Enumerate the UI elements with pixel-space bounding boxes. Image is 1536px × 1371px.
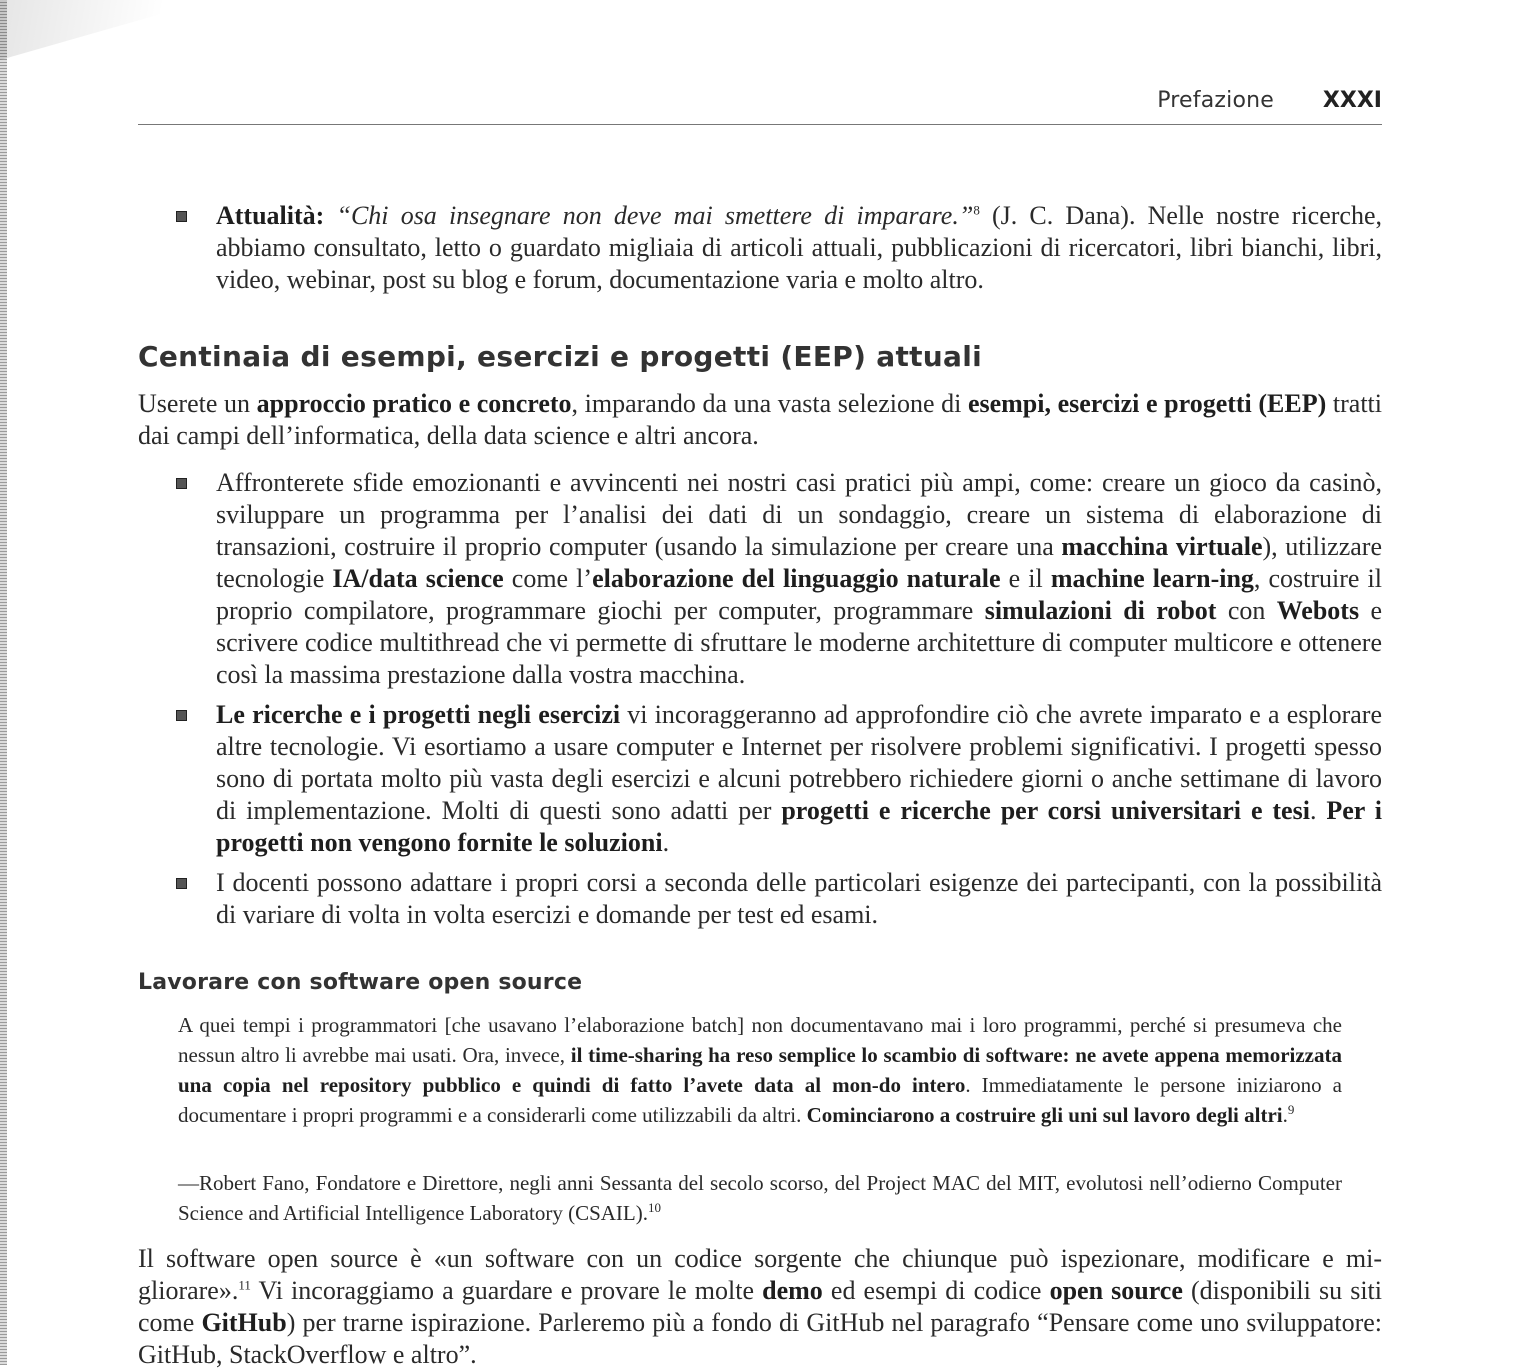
footnote-ref: 11 [238, 1277, 251, 1293]
epigraph-quote: A quei tempi i programmatori [che usavano l’elaborazione batch] non documentavano mai i loro programmi, perché si presumeva che nessun altro li avrebbe mai usati. Ora, invece, il time-sharing ha reso semplice lo scambio di software: ne avete appena memorizzata una copia nel repository pubblico e quindi di fatto l’avete data al mon-do intero. Immediatamente le persone iniziarono a documentare i propri programmi e a considerarli come utilizzabili da altri. Cominciarono a costruire gli uni sul lavoro degli altri.$^9$ [178, 1013, 1343, 1127]
running-header [138, 88, 1382, 118]
bullet-casi-pratici [216, 467, 1382, 691]
epigraph-attribution: —Robert Fano, Fondatore e Direttore, negli anni Sessanta del secolo scorso, del Project MAC del MIT, evolutosi nell’odierno Computer Science and Artificial Intelligence Laboratory (CSAIL).$^{10}$ [178, 1171, 1342, 1225]
open-source-paragraph-block [138, 1243, 1382, 1371]
bullet-square-icon [176, 878, 187, 889]
footnote-ref: 9 [1287, 1102, 1295, 1117]
footnote-ref: 8 [973, 202, 980, 218]
section1-intro [138, 388, 1382, 452]
bullet-square-icon [176, 710, 187, 721]
header-rule [138, 124, 1382, 125]
page-number: XXXI [1322, 88, 1382, 113]
scan-edge [0, 0, 7, 1365]
bullet-attualita [216, 200, 1382, 296]
section-heading-eep: Centinaia di esempi, esercizi e progetti (EEP) attuali [138, 340, 983, 373]
term-attualita: Attualità: [216, 201, 325, 230]
footnote-ref: 10 [648, 1200, 661, 1215]
bullet-square-icon [176, 211, 187, 222]
scan-corner-shadow [0, 0, 210, 60]
bullet-attualita-text: Attualità: “Chi osa insegnare non deve mai smettere di imparare.”$^8$ (J. C. Dana). Nelle nostre ricerche, abbiamo consultato, letto o guardato migliaia di articoli attuali, pubblicazioni di ricercatori, libri bianchi, libri, video, webinar, post su blog e forum, documentazione varia e molto altro. [216, 201, 1383, 294]
bullet-docenti [216, 867, 1382, 931]
bullet-ricerche-text: Le ricerche e i progetti negli esercizi vi incoraggeranno ad approfondire ciò che avrete imparato e a esplorare altre tecnologie. Vi esortiamo a usare computer e Internet per risolvere problemi significativi. I progetti spesso sono di portata molto più vasta degli esercizi e alcuni potrebbero richiedere giorni o anche settimane di lavoro di implementazione. Molti di questi sono adatti per progetti e ricerche per corsi universitari e tesi. Per i progetti non vengono fornite le soluzioni. [216, 700, 1383, 857]
header-section-title: Prefazione [1157, 88, 1274, 113]
subsection-heading-open-source: Lavorare con software open source [138, 970, 583, 995]
bullet-casi-pratici-text: Affronterete sfide emozionanti e avvincenti nei nostri casi pratici più ampi, come: creare un gioco da casinò, sviluppare un programma per l’analisi dei dati di un sondaggio, creare un sistema di elaborazione di transazioni, costruire il proprio computer (usando la simulazione per creare una macchina virtuale), utilizzare tecnologie IA/data science come l’elaborazione del linguaggio naturale e il machine learn-ing, costruire il proprio compilatore, programmare giochi per computer, programmare simulazioni di robot con Webots e scrivere codice multithread che vi permette di sfruttare le moderne architetture di computer multicore e ottenere così la massima prestazione dalla vostra macchina. [216, 468, 1382, 689]
quote-dana: “Chi osa insegnare non deve mai smettere di imparare.” [336, 201, 974, 230]
bullet-ricerche [216, 699, 1382, 859]
bullet-docenti-text: I docenti possono adattare i propri corsi a seconda delle particolari esigenze dei partecipanti, con la possibilità di variare di volta in volta esercizi e domande per test ed esami. [216, 868, 1382, 929]
intro-paragraph: Userete un approccio pratico e concreto, imparando da una vasta selezione di esempi, esercizi e progetti (EEP) tratti dai campi dell’informatica, della data science e altri ancora. [138, 389, 1382, 450]
bullet-square-icon [176, 478, 187, 489]
open-source-paragraph: Il software open source è «un software con un codice sorgente che chiunque può ispezionare, modificare e mi-gliorare».$^{11}$ Vi incoraggiamo a guardare e provare le molte demo ed esempi di codice open source (disponibili su siti come GitHub) per trarne ispirazione. Parleremo più a fondo di GitHub nel paragrafo “Pensare come uno sviluppatore: GitHub, StackOverflow e altro”. [138, 1244, 1382, 1369]
